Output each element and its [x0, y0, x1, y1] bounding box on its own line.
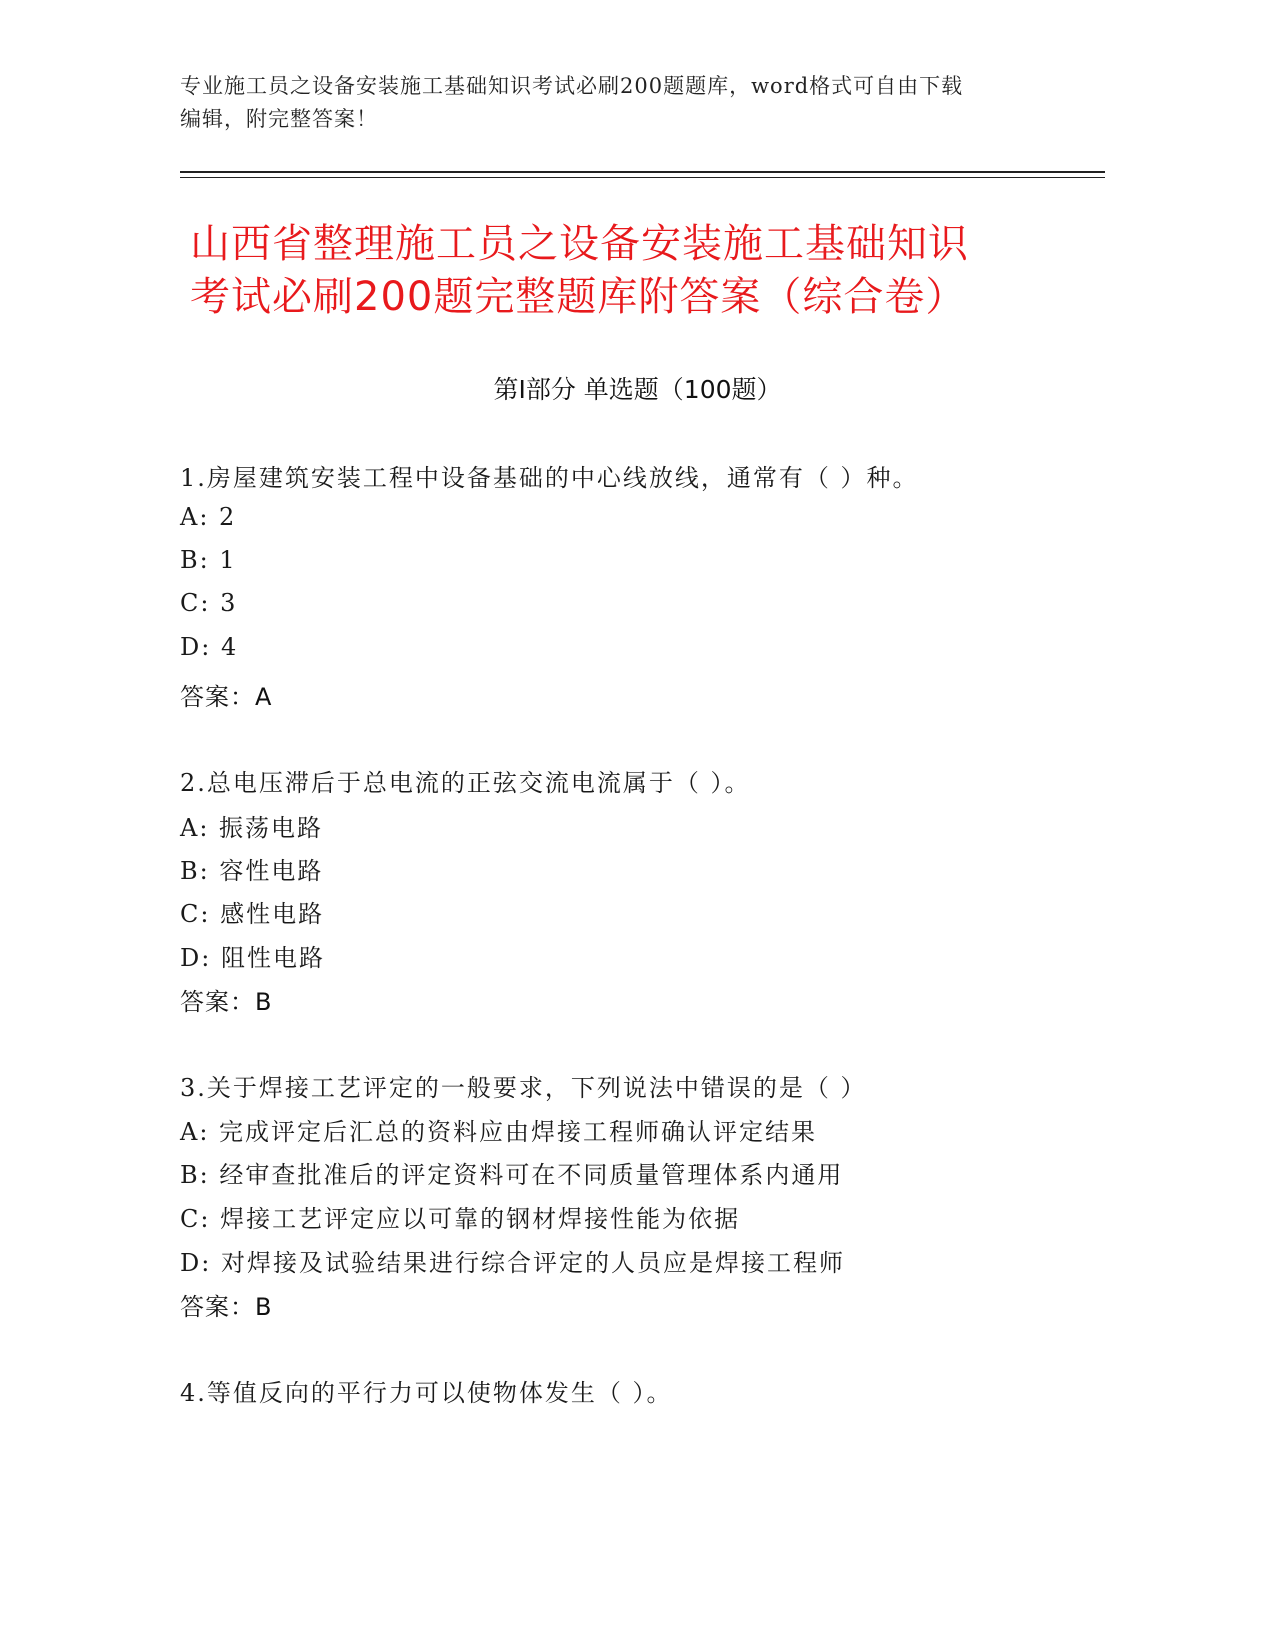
document-header [180, 70, 1060, 136]
question-stem: 4.等值反向的平行力可以使物体发生（ ）。 [180, 1379, 673, 1407]
header-line-2: 编辑，附完整答案！ [180, 107, 378, 131]
title-line-1: 山西省整理施工员之设备安装施工基础知识 [190, 221, 969, 267]
title-line-2: 考试必刷200题完整题库附答案（综合卷） [190, 274, 967, 320]
option-b: B: 1 [180, 546, 237, 574]
option-a: A: 2 [180, 503, 237, 531]
option-c: C: 焊接工艺评定应以可靠的钢材焊接性能为依据 [180, 1205, 741, 1233]
header-rule-thick [180, 171, 1105, 173]
header-line-1: 专业施工员之设备安装施工基础知识考试必刷200题题库，word格式可自由下载 [180, 74, 964, 98]
option-a: A: 振荡电路 [180, 814, 324, 842]
header-rule-thin [180, 177, 1105, 178]
section-heading: 第Ⅰ部分 单选题（100题） [493, 375, 782, 404]
answer: 答案：A [180, 683, 273, 711]
question-stem: 2.总电压滞后于总电流的正弦交流电流属于（ ）。 [180, 769, 751, 797]
option-b: B: 容性电路 [180, 857, 324, 885]
question-stem: 3.关于焊接工艺评定的一般要求，下列说法中错误的是（ ） [180, 1074, 867, 1102]
option-c: C: 3 [180, 589, 238, 617]
answer: 答案：B [180, 1293, 273, 1321]
option-d: D: 阻性电路 [180, 944, 325, 972]
option-d: D: 对焊接及试验结果进行综合评定的人员应是焊接工程师 [180, 1249, 845, 1277]
option-b: B: 经审查批准后的评定资料可在不同质量管理体系内通用 [180, 1161, 844, 1189]
document-title [190, 218, 1090, 324]
option-c: C: 感性电路 [180, 900, 325, 928]
answer: 答案：B [180, 988, 273, 1016]
option-d: D: 4 [180, 633, 239, 661]
question-stem: 1.房屋建筑安装工程中设备基础的中心线放线，通常有（ ）种。 [180, 464, 919, 492]
option-a: A: 完成评定后汇总的资料应由焊接工程师确认评定结果 [180, 1118, 818, 1146]
